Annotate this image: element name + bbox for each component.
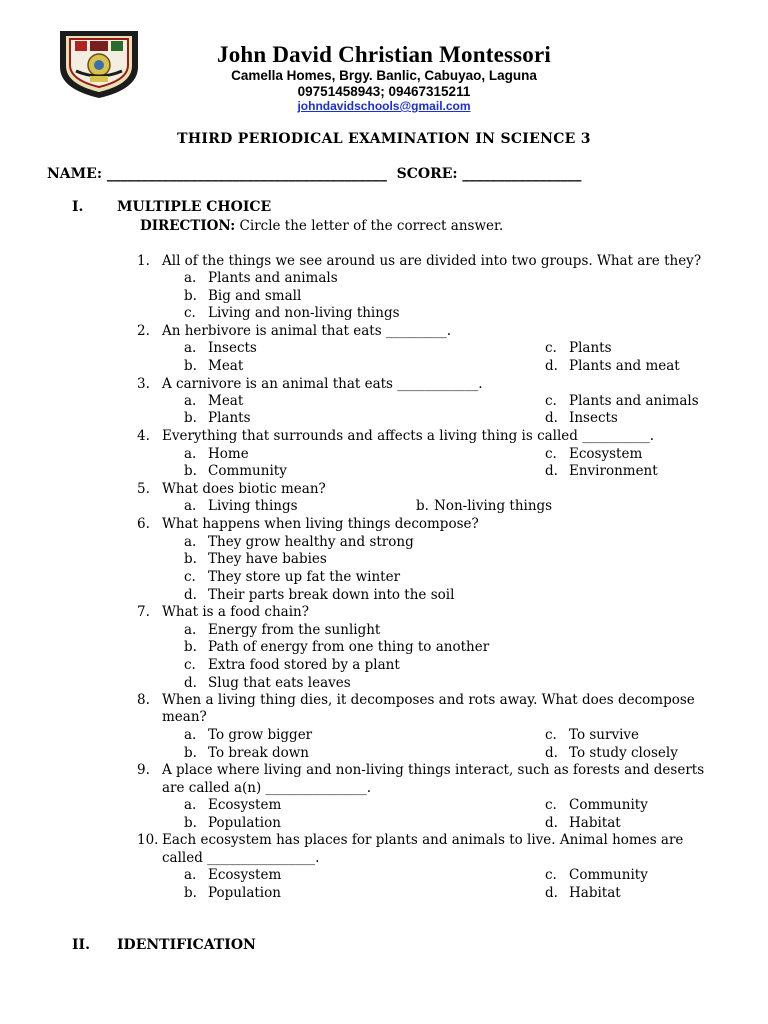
option-text: They store up fat the winter	[208, 569, 401, 585]
school-name: John David Christian Montessori	[217, 42, 551, 67]
option-letter: a.	[184, 270, 197, 286]
section-1-number: I.	[72, 199, 84, 215]
option-text: Slug that eats leaves	[208, 675, 351, 691]
school-phones: 09751458943; 09467315211	[297, 84, 471, 99]
option-text: Ecosystem	[208, 797, 282, 813]
question-text: called ________________.	[162, 850, 320, 866]
option-letter: c.	[545, 867, 557, 883]
option-text: Population	[208, 885, 281, 901]
option-text: Meat	[208, 393, 244, 409]
option-text: Their parts break down into the soil	[208, 587, 455, 603]
option-text: Ecosystem	[208, 867, 282, 883]
question-text: What happens when living things decompose?	[162, 516, 479, 532]
option-text: Ecosystem	[569, 446, 643, 462]
option-letter: d.	[545, 463, 558, 479]
option-letter: d.	[545, 410, 558, 426]
section-2-title: IDENTIFICATION	[117, 937, 256, 953]
question-text: Each ecosystem has places for plants and animals to live. Animal homes are	[162, 832, 684, 848]
question-number: 7.	[137, 604, 150, 620]
direction-text: Circle the letter of the correct answer.	[235, 218, 504, 234]
option-letter: d.	[545, 358, 558, 374]
question-number: 1.	[137, 253, 150, 269]
option-text: They grow healthy and strong	[208, 534, 414, 550]
option-letter: b.	[184, 815, 197, 831]
question-text: A place where living and non-living things interact, such as forests and deserts	[162, 762, 705, 778]
option-letter: b.	[184, 885, 197, 901]
option-letter: a.	[184, 797, 197, 813]
section-2-number: II.	[72, 937, 90, 953]
option-text: Plants and animals	[208, 270, 338, 286]
option-letter: b.	[184, 358, 197, 374]
question-number: 9.	[137, 762, 150, 778]
question-text: mean?	[162, 709, 207, 725]
question-number: 4.	[137, 428, 150, 444]
option-letter: c.	[545, 446, 557, 462]
option-letter: c.	[545, 797, 557, 813]
option-letter: c.	[545, 727, 557, 743]
question-number: 3.	[137, 376, 150, 392]
question-number: 8.	[137, 692, 150, 708]
option-letter: a.	[184, 393, 197, 409]
option-text: Non-living things	[434, 498, 553, 514]
direction-label: DIRECTION:	[140, 218, 236, 234]
option-letter: c.	[184, 657, 196, 673]
option-text: Plants and meat	[569, 358, 680, 374]
option-letter: b.	[184, 639, 197, 655]
question-number: 6.	[137, 516, 150, 532]
option-text: Habitat	[569, 815, 621, 831]
option-letter: b.	[416, 498, 429, 514]
option-letter: a.	[184, 727, 197, 743]
option-letter: d.	[545, 745, 558, 761]
option-letter: c.	[184, 305, 196, 321]
option-text: Plants	[569, 340, 612, 356]
option-text: Meat	[208, 358, 244, 374]
option-text: Insects	[569, 410, 618, 426]
question-number: 5.	[137, 481, 150, 497]
option-text: To break down	[208, 745, 309, 761]
option-text: To study closely	[569, 745, 678, 761]
school-email-link[interactable]: johndavidschools@gmail.com	[297, 99, 471, 113]
option-letter: a.	[184, 867, 197, 883]
option-letter: b.	[184, 463, 197, 479]
option-text: Living and non-living things	[208, 305, 400, 321]
option-text: Community	[569, 867, 648, 883]
question-text: Everything that surrounds and affects a living thing is called __________.	[162, 428, 655, 444]
option-letter: a.	[184, 498, 197, 514]
option-letter: a.	[184, 340, 197, 356]
question-text: All of the things we see around us are divided into two groups. What are they?	[162, 253, 702, 269]
option-letter: c.	[184, 569, 196, 585]
option-text: Big and small	[208, 288, 302, 304]
question-text: When a living thing dies, it decomposes and rots away. What does decompose	[162, 692, 695, 708]
option-text: Home	[208, 446, 249, 462]
option-text: They have babies	[208, 551, 327, 567]
option-letter: a.	[184, 622, 197, 638]
direction-line	[140, 218, 503, 234]
option-text: Population	[208, 815, 281, 831]
option-letter: d.	[184, 587, 197, 603]
option-letter: d.	[545, 885, 558, 901]
option-text: Community	[208, 463, 287, 479]
option-text: Community	[569, 797, 648, 813]
section-1-title: MULTIPLE CHOICE	[117, 199, 272, 215]
option-letter: c.	[545, 393, 557, 409]
option-letter: b.	[184, 551, 197, 567]
question-text: A carnivore is an animal that eats ____________.	[162, 376, 483, 392]
school-address: Camella Homes, Brgy. Banlic, Cabuyao, Laguna	[231, 68, 537, 83]
option-text: To survive	[569, 727, 640, 743]
option-letter: a.	[184, 534, 197, 550]
option-letter: c.	[545, 340, 557, 356]
option-letter: d.	[184, 675, 197, 691]
option-text: Plants	[208, 410, 251, 426]
question-text: are called a(n) _______________.	[162, 780, 372, 796]
option-text: To grow bigger	[208, 727, 313, 743]
option-text: Path of energy from one thing to another	[208, 639, 490, 655]
option-text: Plants and animals	[569, 393, 699, 409]
option-letter: a.	[184, 446, 197, 462]
option-text: Living things	[208, 498, 298, 514]
option-text: Energy from the sunlight	[208, 622, 381, 638]
question-text: What is a food chain?	[162, 604, 309, 620]
question-number: 10.	[137, 832, 159, 848]
exam-title: THIRD PERIODICAL EXAMINATION IN SCIENCE 3	[177, 131, 591, 147]
option-letter: b.	[184, 410, 197, 426]
option-text: Environment	[569, 463, 658, 479]
option-letter: b.	[184, 745, 197, 761]
question-number: 2.	[137, 323, 150, 339]
question-text: An herbivore is animal that eats _________.	[162, 323, 451, 339]
option-letter: d.	[545, 815, 558, 831]
option-text: Habitat	[569, 885, 621, 901]
question-text: What does biotic mean?	[162, 481, 326, 497]
name-score-line: NAME: ________________________________________ SCORE: _________________	[47, 166, 582, 182]
option-letter: b.	[184, 288, 197, 304]
option-text: Extra food stored by a plant	[208, 657, 400, 673]
option-text: Insects	[208, 340, 257, 356]
